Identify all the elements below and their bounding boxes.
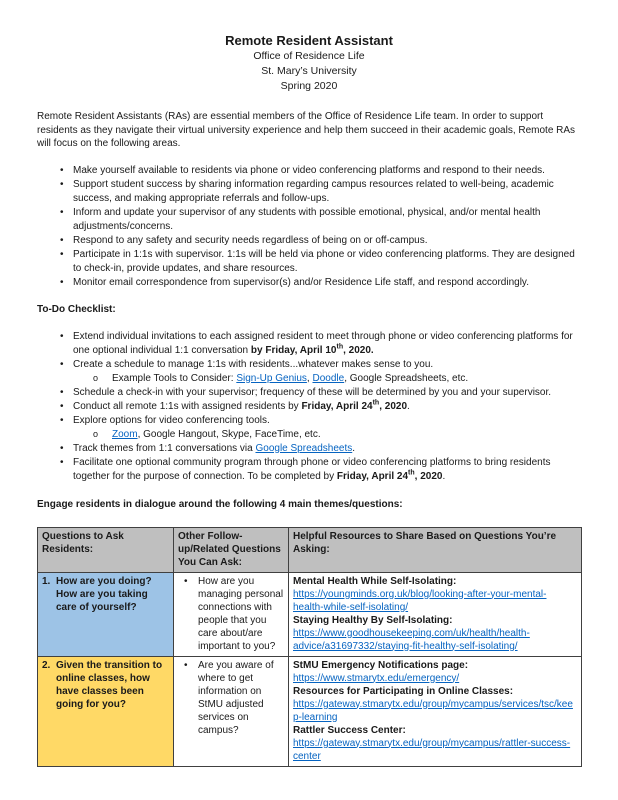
followup-cell-1 — [174, 572, 289, 656]
table-row — [38, 572, 582, 656]
google-spreadsheets-link[interactable]: Google Spreadsheets — [255, 442, 353, 454]
table-header-row — [38, 527, 582, 572]
signup-genius-link[interactable]: Sign-Up Genius — [236, 372, 307, 384]
todo-sublist — [73, 372, 581, 386]
todo-sub-item: o Example Tools to Consider: Sign-Up Genius, Doodle, Google Spreadsheets, etc. — [73, 372, 581, 386]
intro-paragraph: Remote Resident Assistants (RAs) are essential members of the Office of Residence Life team. In order to support residents as they navigate their virtual university experience and help them succeed in their academic goals, Remote RAs will focus on the following areas. — [37, 111, 576, 149]
column-header-questions: Questions to Ask Residents: — [38, 527, 174, 572]
resource-link[interactable]: https://gateway.stmarytx.edu/group/mycampus/rattler-success-center — [293, 737, 571, 762]
focus-area-item: • Monitor email correspondence from supervisor(s) and/or Residence Life staff, and respond accordingly. — [37, 276, 581, 290]
focus-area-item: • Support student success by sharing information regarding campus resources related to well-being, academic success, and making appropriate referrals and follow-ups. — [37, 178, 581, 206]
zoom-link[interactable]: Zoom — [112, 428, 138, 440]
resources-cell-2 — [289, 656, 582, 766]
focus-area-item: • Participate in 1:1s with supervisor. 1:1s will be held via phone or video conferencing platforms. They are designed to check-in, provide updates, and share resources. — [37, 248, 581, 276]
focus-area-item: • Make yourself available to residents via phone or video conferencing platforms and respond to their needs. — [37, 164, 581, 178]
question-number: 2. — [42, 659, 51, 671]
question-text: Given the transition to online classes, how have classes been going for you? — [56, 659, 163, 710]
followup-item: • Are you aware of where to get information on StMU adjusted services on campus? — [178, 659, 284, 737]
todo-sublist — [73, 428, 581, 442]
question-cell-2 — [38, 656, 174, 766]
document-header — [37, 33, 581, 94]
focus-areas-list — [37, 164, 581, 290]
resource-link[interactable]: https://gateway.stmarytx.edu/group/mycampus/services/tsc/keep-learning — [293, 698, 573, 723]
header-university: St. Mary’s University — [261, 65, 357, 77]
resource-label: Mental Health While Self-Isolating: — [293, 575, 457, 587]
column-header-resources: Helpful Resources to Share Based on Questions You’re Asking: — [289, 527, 582, 572]
followup-item: • How are you managing personal connections with people that you care about/are important to you? — [178, 575, 284, 653]
resource-label: StMU Emergency Notifications page: — [293, 659, 469, 671]
resource-label: Resources for Participating in Online Classes: — [293, 685, 514, 697]
header-org: Office of Residence Life — [253, 50, 365, 62]
todo-sub-item: o Zoom, Google Hangout, Skype, FaceTime, etc. — [73, 428, 581, 442]
column-header-followups: Other Follow-up/Related Questions You Can Ask: — [174, 527, 289, 572]
resources-cell-1 — [289, 572, 582, 656]
todo-checklist-heading: To-Do Checklist: — [37, 303, 116, 315]
todo-checklist-list — [37, 330, 581, 484]
themes-table — [37, 527, 582, 767]
focus-area-item: • Inform and update your supervisor of any students with possible emotional, physical, and/or mental health adjustments/concerns. — [37, 206, 581, 234]
todo-item: • Explore options for video conferencing tools. o Zoom, Google Hangout, Skype, FaceTime, etc. — [37, 414, 581, 442]
header-term: Spring 2020 — [280, 80, 338, 92]
todo-item: • Extend individual invitations to each assigned resident to meet through phone or video conferencing platforms for one optional individual 1:1 conversation by Friday, April 10th, 2020. — [37, 330, 581, 358]
todo-item: • Create a schedule to manage 1:1s with residents...whatever makes sense to you. o Example Tools to Consider: Sign-Up Genius, Doodle, Google Spreadsheets, etc. — [37, 358, 581, 386]
question-text: How are you doing? How are you taking care of yourself? — [56, 575, 152, 613]
table-row — [38, 656, 582, 766]
resource-label: Rattler Success Center: — [293, 724, 406, 736]
resource-label: Staying Healthy By Self-Isolating: — [293, 614, 453, 626]
question-number: 1. — [42, 575, 51, 587]
todo-item: • Schedule a check-in with your supervisor; frequency of these will be determined by you and your supervisor. — [37, 386, 581, 400]
resource-link[interactable]: https://youngminds.org.uk/blog/looking-after-your-mental-health-while-self-isolating/ — [293, 588, 547, 613]
followup-cell-2 — [174, 656, 289, 766]
todo-item: • Conduct all remote 1:1s with assigned residents by Friday, April 24th, 2020. — [37, 400, 581, 414]
resource-link[interactable]: https://www.goodhousekeeping.com/uk/health/health-advice/a31697332/staying-fit-healthy-self-isolating/ — [293, 627, 530, 652]
engage-heading: Engage residents in dialogue around the following 4 main themes/questions: — [37, 498, 403, 510]
todo-item: • Facilitate one optional community program through phone or video conferencing platforms to bring residents together for the purpose of connection. To be completed by Friday, April 24th, 2020. — [37, 456, 581, 484]
page-title: Remote Resident Assistant — [225, 33, 393, 48]
todo-item: • Track themes from 1:1 conversations via Google Spreadsheets. — [37, 442, 581, 456]
focus-area-item: • Respond to any safety and security needs regardless of being on or off-campus. — [37, 234, 581, 248]
question-cell-1 — [38, 572, 174, 656]
resource-link[interactable]: https://www.stmarytx.edu/emergency/ — [293, 672, 460, 684]
doodle-link[interactable]: Doodle — [312, 372, 345, 384]
